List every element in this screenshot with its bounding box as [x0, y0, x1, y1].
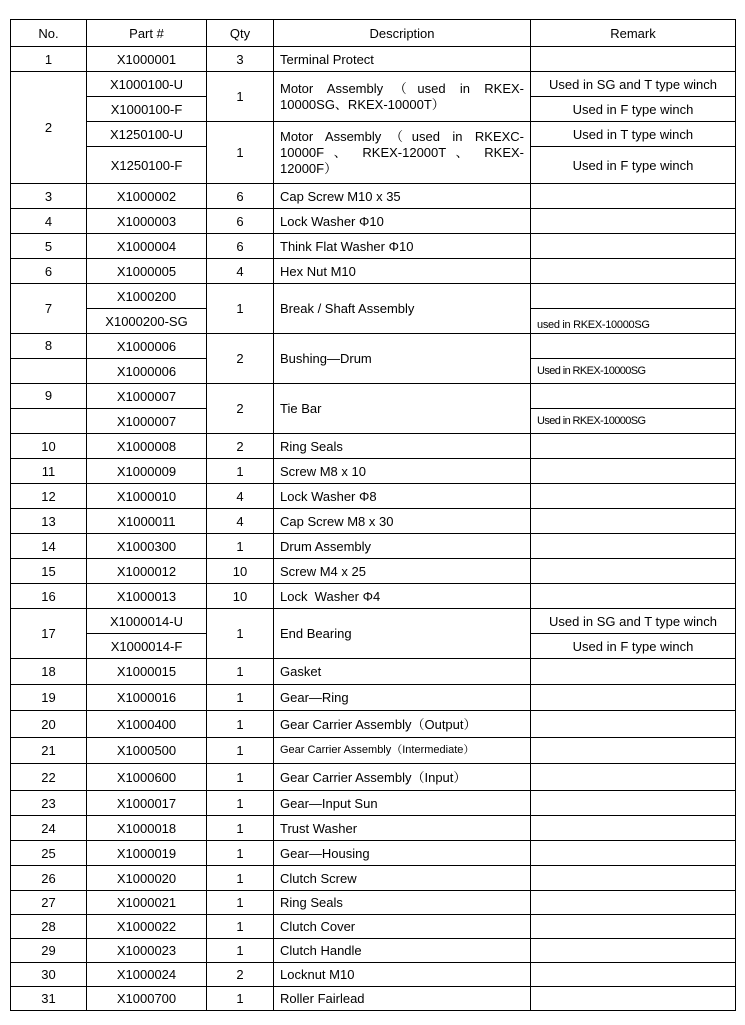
- description: Gear—Housing: [274, 841, 531, 866]
- description: Lock Washer Φ4: [274, 584, 531, 609]
- part-number: X1000001: [87, 47, 207, 72]
- description: Lock Washer Φ8: [274, 484, 531, 509]
- table-row: [11, 711, 736, 738]
- remark: [531, 434, 736, 459]
- part-number: X1000005: [87, 259, 207, 284]
- row-no: 19: [11, 685, 87, 711]
- row-no: 3: [11, 184, 87, 209]
- part-number: X1000010: [87, 484, 207, 509]
- table-row: [11, 259, 736, 284]
- row-no: 4: [11, 209, 87, 234]
- table-row: [11, 234, 736, 259]
- qty: 1: [207, 891, 274, 915]
- remark: [531, 891, 736, 915]
- remark: [531, 915, 736, 939]
- remark: [531, 659, 736, 685]
- row-no: 28: [11, 915, 87, 939]
- remark: Used in F type winch: [531, 97, 736, 122]
- description: Gear Carrier Assembly（Input）: [274, 764, 531, 791]
- remark: [531, 459, 736, 484]
- table-row: [11, 509, 736, 534]
- header-part: Part #: [87, 20, 207, 47]
- table-row: [11, 764, 736, 791]
- table-row: [11, 584, 736, 609]
- row-no: 6: [11, 259, 87, 284]
- qty: 1: [207, 659, 274, 685]
- table-row: [11, 915, 736, 939]
- row-no: 1: [11, 47, 87, 72]
- part-number: X1000007: [87, 384, 207, 409]
- qty: 1: [207, 816, 274, 841]
- part-number: X1000006: [87, 334, 207, 359]
- qty: 1: [207, 791, 274, 816]
- description: Gear—Ring: [274, 685, 531, 711]
- table-row: [11, 72, 736, 97]
- remark: Used in F type winch: [531, 147, 736, 184]
- table-row: [11, 987, 736, 1011]
- description: Think Flat Washer Φ10: [274, 234, 531, 259]
- qty: 1: [207, 685, 274, 711]
- description: Clutch Cover: [274, 915, 531, 939]
- remark: [531, 534, 736, 559]
- description: End Bearing: [274, 609, 531, 659]
- row-no: 7: [11, 284, 87, 334]
- part-number: X1000015: [87, 659, 207, 685]
- remark: [531, 939, 736, 963]
- table-row: [11, 659, 736, 685]
- table-row: [11, 791, 736, 816]
- row-no: 20: [11, 711, 87, 738]
- qty: 4: [207, 509, 274, 534]
- qty: 1: [207, 841, 274, 866]
- part-number: X1250100-F: [87, 147, 207, 184]
- qty: 6: [207, 234, 274, 259]
- qty: 1: [207, 122, 274, 184]
- table-row: [11, 534, 736, 559]
- description: Cap Screw M10 x 35: [274, 184, 531, 209]
- qty: 2: [207, 434, 274, 459]
- remark: [531, 384, 736, 409]
- qty: 6: [207, 209, 274, 234]
- qty: 1: [207, 459, 274, 484]
- part-number: X1000019: [87, 841, 207, 866]
- row-no: 21: [11, 738, 87, 764]
- part-number: X1000016: [87, 685, 207, 711]
- remark: [531, 841, 736, 866]
- remark: [531, 963, 736, 987]
- part-number: X1000700: [87, 987, 207, 1011]
- table-row: [11, 738, 736, 764]
- table-row: [11, 384, 736, 409]
- remark: Used in SG and T type winch: [531, 72, 736, 97]
- part-number: X1000500: [87, 738, 207, 764]
- row-no: 11: [11, 459, 87, 484]
- part-number: X1000300: [87, 534, 207, 559]
- part-number: X1000021: [87, 891, 207, 915]
- qty: 1: [207, 609, 274, 659]
- table-row: [11, 939, 736, 963]
- remark: [531, 509, 736, 534]
- row-no: 27: [11, 891, 87, 915]
- table-row: [11, 816, 736, 841]
- row-no: [11, 359, 87, 384]
- row-no: 10: [11, 434, 87, 459]
- part-number: X1000009: [87, 459, 207, 484]
- table-row: [11, 284, 736, 309]
- remark: [531, 738, 736, 764]
- table-row: [11, 484, 736, 509]
- remark: [531, 484, 736, 509]
- row-no: 14: [11, 534, 87, 559]
- part-number: X1000020: [87, 866, 207, 891]
- row-no: 31: [11, 987, 87, 1011]
- part-number: X1000011: [87, 509, 207, 534]
- part-number: X1000022: [87, 915, 207, 939]
- part-number: X1000008: [87, 434, 207, 459]
- qty: 6: [207, 184, 274, 209]
- row-no: 16: [11, 584, 87, 609]
- row-no: 30: [11, 963, 87, 987]
- header-row: [11, 20, 736, 47]
- description: Screw M4 x 25: [274, 559, 531, 584]
- qty: 2: [207, 334, 274, 384]
- description: Terminal Protect: [274, 47, 531, 72]
- table-row: [11, 47, 736, 72]
- part-number: X1000006: [87, 359, 207, 384]
- table-row: [11, 209, 736, 234]
- description: Clutch Handle: [274, 939, 531, 963]
- description: Gasket: [274, 659, 531, 685]
- remark: [531, 584, 736, 609]
- part-number: X1000007: [87, 409, 207, 434]
- remark: [531, 334, 736, 359]
- remark: Used in RKEX-10000SG: [531, 359, 736, 384]
- part-number: X1000023: [87, 939, 207, 963]
- description: Trust Washer: [274, 816, 531, 841]
- qty: 1: [207, 939, 274, 963]
- part-number: X1000600: [87, 764, 207, 791]
- row-no: [11, 409, 87, 434]
- row-no: 26: [11, 866, 87, 891]
- row-no: 12: [11, 484, 87, 509]
- remark: [531, 559, 736, 584]
- table-row: [11, 891, 736, 915]
- description: Gear Carrier Assembly（Output）: [274, 711, 531, 738]
- qty: 1: [207, 711, 274, 738]
- table-row: [11, 609, 736, 634]
- description: Tie Bar: [274, 384, 531, 434]
- remark: Used in T type winch: [531, 122, 736, 147]
- part-number: X1000014-F: [87, 634, 207, 659]
- description: Clutch Screw: [274, 866, 531, 891]
- qty: 1: [207, 534, 274, 559]
- table-row: [11, 184, 736, 209]
- table-row: [11, 434, 736, 459]
- description: Hex Nut M10: [274, 259, 531, 284]
- description: Lock Washer Φ10: [274, 209, 531, 234]
- remark: [531, 987, 736, 1011]
- part-number: X1000012: [87, 559, 207, 584]
- remark: [531, 764, 736, 791]
- remark: [531, 816, 736, 841]
- description: Gear—Input Sun: [274, 791, 531, 816]
- remark: [531, 284, 736, 309]
- part-number: X1000100-U: [87, 72, 207, 97]
- part-number: X1000100-F: [87, 97, 207, 122]
- header-remark: Remark: [531, 20, 736, 47]
- remark: Used in SG and T type winch: [531, 609, 736, 634]
- header-description: Description: [274, 20, 531, 47]
- remark: [531, 184, 736, 209]
- qty: 1: [207, 284, 274, 334]
- description: Ring Seals: [274, 434, 531, 459]
- qty: 1: [207, 764, 274, 791]
- row-no: 5: [11, 234, 87, 259]
- part-number: X1000002: [87, 184, 207, 209]
- remark: [531, 259, 736, 284]
- table-row: [11, 685, 736, 711]
- part-number: X1000013: [87, 584, 207, 609]
- row-no: 9: [11, 384, 87, 409]
- part-number: X1000003: [87, 209, 207, 234]
- row-no: 24: [11, 816, 87, 841]
- row-no: 17: [11, 609, 87, 659]
- row-no: 13: [11, 509, 87, 534]
- qty: 10: [207, 584, 274, 609]
- table-row: [11, 841, 736, 866]
- description: Motor Assembly（used in RKEXC-10000F 、 RKEX-12000T 、 RKEX-12000F）: [274, 122, 531, 184]
- qty: 1: [207, 987, 274, 1011]
- table-row: [11, 334, 736, 359]
- qty: 2: [207, 963, 274, 987]
- remark: [531, 47, 736, 72]
- row-no: 8: [11, 334, 87, 359]
- remark: [531, 209, 736, 234]
- qty: 2: [207, 384, 274, 434]
- part-number: X1000014-U: [87, 609, 207, 634]
- qty: 4: [207, 484, 274, 509]
- remark: used in RKEX-10000SG: [531, 309, 736, 334]
- remark: [531, 234, 736, 259]
- description: Screw M8 x 10: [274, 459, 531, 484]
- description: Cap Screw M8 x 30: [274, 509, 531, 534]
- description: Bushing—Drum: [274, 334, 531, 384]
- qty: 1: [207, 738, 274, 764]
- part-number: X1000400: [87, 711, 207, 738]
- remark: Used in RKEX-10000SG: [531, 409, 736, 434]
- description: Motor Assembly（used in RKEX-10000SG、RKEX-10000T）: [274, 72, 531, 122]
- row-no: 22: [11, 764, 87, 791]
- qty: 4: [207, 259, 274, 284]
- row-no: 29: [11, 939, 87, 963]
- description: Drum Assembly: [274, 534, 531, 559]
- description: Locknut M10: [274, 963, 531, 987]
- table-row: [11, 459, 736, 484]
- table-row: [11, 866, 736, 891]
- row-no: 23: [11, 791, 87, 816]
- part-number: X1000018: [87, 816, 207, 841]
- header-qty: Qty: [207, 20, 274, 47]
- row-no: 18: [11, 659, 87, 685]
- qty: 3: [207, 47, 274, 72]
- part-number: X1000024: [87, 963, 207, 987]
- table-row: [11, 559, 736, 584]
- row-no: 15: [11, 559, 87, 584]
- description: Ring Seals: [274, 891, 531, 915]
- row-no: 2: [11, 72, 87, 184]
- row-no: 25: [11, 841, 87, 866]
- qty: 1: [207, 915, 274, 939]
- table-row: [11, 963, 736, 987]
- qty: 1: [207, 866, 274, 891]
- remark: [531, 711, 736, 738]
- part-number: X1250100-U: [87, 122, 207, 147]
- qty: 10: [207, 559, 274, 584]
- remark: [531, 791, 736, 816]
- qty: 1: [207, 72, 274, 122]
- part-number: X1000200: [87, 284, 207, 309]
- parts-table: [10, 19, 736, 1011]
- table-row: [11, 122, 736, 147]
- description: Break / Shaft Assembly: [274, 284, 531, 334]
- part-number: X1000200-SG: [87, 309, 207, 334]
- part-number: X1000017: [87, 791, 207, 816]
- remark: Used in F type winch: [531, 634, 736, 659]
- description: Gear Carrier Assembly（Intermediate）: [274, 738, 531, 764]
- description: Roller Fairlead: [274, 987, 531, 1011]
- part-number: X1000004: [87, 234, 207, 259]
- header-no: No.: [11, 20, 87, 47]
- remark: [531, 866, 736, 891]
- remark: [531, 685, 736, 711]
